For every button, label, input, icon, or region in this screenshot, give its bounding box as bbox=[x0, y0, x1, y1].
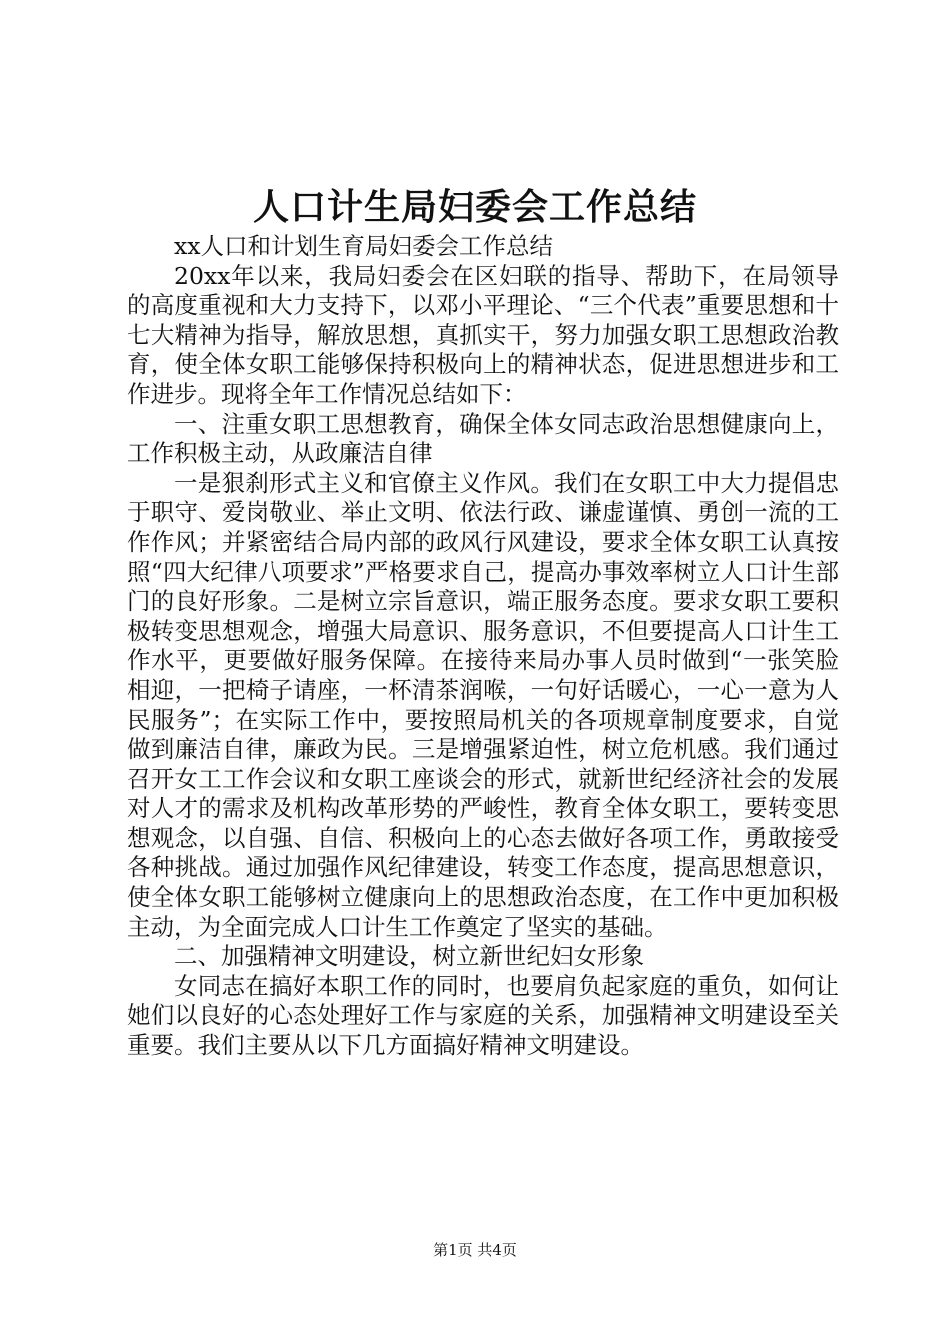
section-heading-1: 一、注重女职工思想教育，确保全体女同志政治思想健康向上，工作积极主动，从政廉洁自律 bbox=[127, 409, 839, 468]
section-1-paragraph: 一是狠刹形式主义和官僚主义作风。我们在女职工中大力提倡忠于职守、爱岗敬业、举止文明、依法行政、谦虚谨慎、勇创一流的工作作风；并紧密结合局内部的政风行风建设，要求全体女职工认真按照“四大纪律八项要求”严格要求自己，提高办事效率树立人口计生部门的良好形象。二是树立宗旨意识，端正服务态度。要求女职工要积极转变思想观念，增强大局意识、服务意识，不但要提高人口计生工作水平，更要做好服务保障。在接待来局办事人员时做到“一张笑脸相迎，一把椅子请座，一杯清茶润喉，一句好话暖心，一心一意为人民服务”；在实际工作中，要按照局机关的各项规章制度要求，自觉做到廉洁自律，廉政为民。三是增强紧迫性，树立危机感。我们通过召开女工工作会议和女职工座谈会的形式，就新世纪经济社会的发展对人才的需求及机构改革形势的严峻性，教育全体女职工，要转变思想观念，以自强、自信、积极向上的心态去做好各项工作，勇敢接受各种挑战。通过加强作风纪律建设，转变工作态度，提高思想意识，使全体女职工能够树立健康向上的思想政治态度，在工作中更加积极主动，为全面完成人口计生工作奠定了坚实的基础。 bbox=[127, 468, 839, 941]
section-2-paragraph: 女同志在搞好本职工作的同时，也要肩负起家庭的重负，如何让她们以良好的心态处理好工作与家庭的关系，加强精神文明建设至关重要。我们主要从以下几方面搞好精神文明建设。 bbox=[127, 971, 839, 1060]
document-title: 人口计生局妇委会工作总结 bbox=[252, 186, 697, 229]
intro-paragraph: 20xx年以来，我局妇委会在区妇联的指导、帮助下，在局领导的高度重视和大力支持下，以邓小平理论、“三个代表”重要思想和十七大精神为指导，解放思想，真抓实干，努力加强女职工思想政治教育，使全体女职工能够保持积极向上的精神状态，促进思想进步和工作进步。现将全年工作情况总结如下： bbox=[127, 261, 839, 408]
page-number: 第1页 共4页 bbox=[433, 1241, 517, 1259]
document-body bbox=[127, 232, 839, 1061]
section-heading-2: 二、加强精神文明建设，树立新世纪妇女形象 bbox=[174, 942, 644, 971]
subtitle-paragraph: xx人口和计划生育局妇委会工作总结 bbox=[174, 232, 554, 260]
